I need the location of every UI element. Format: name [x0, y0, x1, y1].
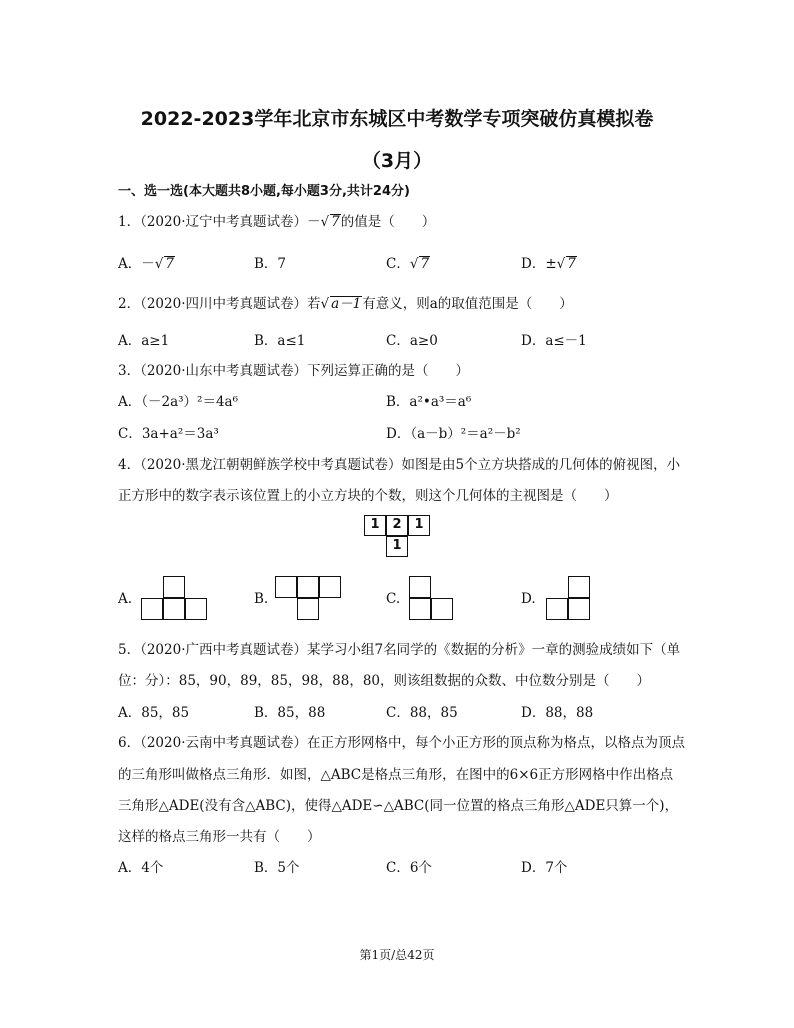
question-5-option-b[interactable]: B．85，88: [254, 705, 326, 721]
question-4-option-a-label[interactable]: A.: [118, 591, 133, 607]
question-1-prefix: 1．（2020·辽宁中考真题试卷）: [118, 214, 307, 230]
question-5-option-d[interactable]: D．88，88: [521, 705, 594, 721]
page-footer: 第1页/总42页: [359, 948, 435, 962]
question-2-stem: 2．（2020·四川中考真题试卷）若√ a－1有意义，则a的取值范围是（ ）: [118, 296, 573, 312]
question-6-option-a[interactable]: A．4个: [118, 860, 164, 876]
question-4-option-a-figure[interactable]: [141, 576, 207, 620]
question-3-option-c[interactable]: C．3a+a²＝3a³: [118, 426, 219, 442]
question-2-option-d[interactable]: D．a≤－1: [521, 333, 587, 349]
exam-subtitle: （3月）: [361, 150, 433, 172]
question-1-option-c[interactable]: C．√ 7: [386, 256, 430, 272]
question-1-option-b[interactable]: B．7: [254, 256, 287, 272]
question-6-stem-line2: 的三角形叫做格点三角形．如图，△ABC是格点三角形，在图中的6×6正方形网格中作出格点: [118, 767, 674, 783]
exam-title: 2022-2023学年北京市东城区中考数学专项突破仿真模拟卷: [140, 108, 654, 130]
question-2-option-c[interactable]: C．a≥0: [386, 333, 438, 349]
question-1-option-a[interactable]: A．－√ 7: [118, 256, 174, 272]
question-3-option-a[interactable]: A．（－2a³）²＝4a⁶: [118, 394, 239, 410]
radicand: a－1: [331, 296, 362, 312]
question-6-stem-line1: 6．（2020·云南中考真题试卷）在正方形网格中，每个小正方形的顶点称为格点，以格点为顶点: [118, 735, 685, 751]
question-6-option-b[interactable]: B．5个: [254, 860, 300, 876]
question-5-stem-line2: 位：分）：85，90，89，85，98，88，80，则该组数据的众数、中位数分别是（ ）: [118, 673, 650, 689]
question-5-option-a[interactable]: A．85，85: [118, 705, 190, 721]
question-4-option-d-figure[interactable]: [546, 576, 590, 620]
question-4-option-b-figure[interactable]: [275, 576, 341, 620]
question-4-option-c-label[interactable]: C.: [386, 591, 401, 607]
question-3-option-d[interactable]: D．（a－b）²＝a²－b²: [386, 426, 521, 442]
question-4-option-d-label[interactable]: D.: [521, 591, 536, 607]
top-view-grid: [364, 515, 434, 561]
question-6-stem-line3: 三角形△ADE(没有含△ABC)，使得△ADE∽△ABC(同一位置的格点三角形△ADE只算一个)，: [118, 798, 679, 814]
question-6-stem-line4: 这样的格点三角形一共有（ ）: [118, 829, 321, 845]
question-4-option-b-label[interactable]: B.: [254, 591, 269, 607]
question-2-option-a[interactable]: A．a≥1: [118, 333, 170, 349]
question-1-stem: [118, 210, 435, 230]
question-1-option-d[interactable]: D．±√ 7: [521, 256, 576, 272]
question-3-option-b[interactable]: B．a²•a³＝a⁶: [386, 394, 472, 410]
question-5-option-c[interactable]: C．88，85: [386, 705, 458, 721]
grid-cell: 1: [386, 536, 408, 557]
question-3-stem: 3．（2020·山东中考真题试卷）下列运算正确的是（ ）: [118, 363, 469, 379]
section-heading: 一、选一选(本大题共8小题,每小题3分,共计24分): [118, 184, 410, 199]
question-4-stem-line2: 正方形中的数字表示该位置上的小立方块的个数，则这个几何体的主视图是（ ）: [118, 488, 618, 504]
question-4-stem-line1: 4．（2020·黑龙江朝朝鲜族学校中考真题试卷）如图是由5个立方块搭成的几何体的俯视图，小: [118, 457, 681, 473]
grid-cell: 2: [386, 515, 408, 536]
grid-cell: 1: [408, 515, 430, 536]
question-5-stem-line1: 5．（2020·广西中考真题试卷）某学习小组7名同学的《数据的分析》一章的测验成绩如下（单: [118, 642, 681, 658]
question-4-option-c-figure[interactable]: [409, 576, 453, 620]
question-6-option-d[interactable]: D．7个: [521, 860, 568, 876]
neg-sqrt-7: －√ 7: [307, 214, 340, 230]
grid-cell: 1: [364, 515, 386, 536]
question-2-option-b[interactable]: B．a≤1: [254, 333, 306, 349]
question-1-suffix: 的值是（ ）: [340, 214, 436, 230]
question-6-option-c[interactable]: C．6个: [386, 860, 432, 876]
